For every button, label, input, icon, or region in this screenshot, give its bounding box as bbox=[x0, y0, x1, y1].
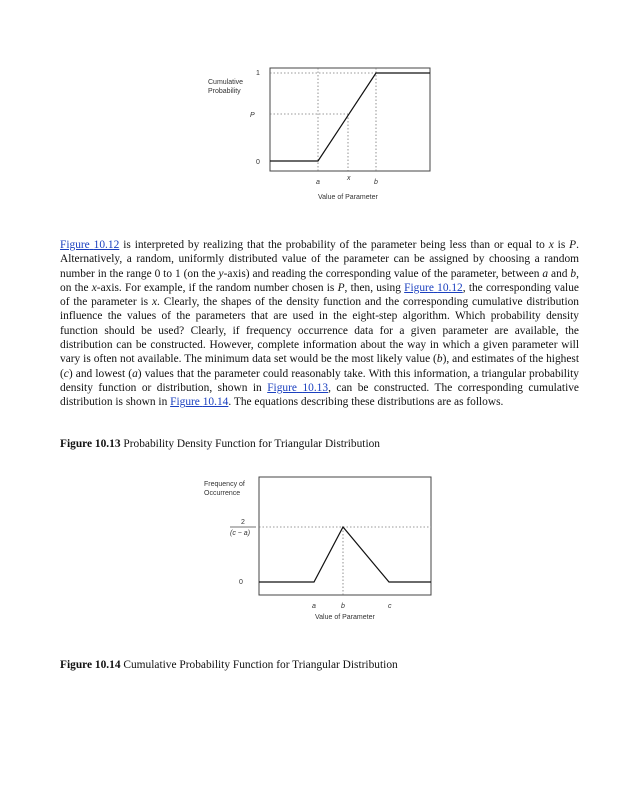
triangular-density-figure bbox=[0, 472, 635, 632]
caption-text: Probability Density Function for Triangular Distribution bbox=[120, 438, 380, 450]
text-run: ) values that the parameter could reasonably take. With this information, a triangular probability density function or distribution, shown in bbox=[60, 367, 579, 394]
figure-1013-link[interactable] bbox=[267, 382, 328, 394]
caption-text: Cumulative Probability Function for Triangular Distribution bbox=[120, 659, 398, 671]
text-run: , then, using bbox=[344, 281, 405, 294]
peak-denominator: (c − a) bbox=[230, 530, 251, 537]
var-c: c bbox=[63, 367, 69, 380]
x-axis-label: Value of Parameter bbox=[318, 194, 378, 201]
y-axis-label-line2: Probability bbox=[208, 88, 241, 95]
figure-word: Figure bbox=[170, 396, 200, 409]
text-run: -axis. For example, if the random number chosen is bbox=[96, 281, 338, 294]
body-paragraph bbox=[60, 238, 579, 410]
y-axis-label-line1: Frequency of bbox=[204, 481, 245, 488]
tick-a: a bbox=[316, 179, 320, 186]
figure-number: 10.12 bbox=[437, 281, 463, 294]
text-run: ), and estimates of the highest ( bbox=[60, 353, 580, 380]
figure-number: 10.14 bbox=[202, 396, 229, 409]
text-run: -axis) and reading the corresponding value of the parameter, between bbox=[223, 267, 543, 280]
var-y: y bbox=[218, 267, 224, 280]
var-p: P bbox=[337, 281, 345, 294]
text-run: , can be constructed. The corresponding cumulative distribution is shown in bbox=[60, 381, 579, 409]
cdf-line bbox=[270, 73, 430, 161]
y-axis-label-line2: Occurrence bbox=[204, 490, 241, 497]
text-run: . The equations describing these distributions are as follows. bbox=[228, 396, 504, 409]
var-x: x bbox=[91, 281, 97, 294]
text-run: . Clearly, the shapes of the density function and the corresponding cumulative distribution influence the values of the parameters that are used in the eight-step algorithm. Which probability density function should be used? Clearly, if frequency occurrence data for a given parameter are available, the distribution can be constructed. However, complete information about the way in which a given parameter will vary is often not available. The minimum data set would be the most likely value ( bbox=[60, 296, 579, 366]
text-run: , the corresponding value of the parameter is bbox=[60, 281, 579, 309]
caption-label: Figure 10.13 bbox=[60, 438, 121, 450]
peak-numerator: 2 bbox=[241, 519, 245, 526]
var-p: P bbox=[569, 239, 577, 251]
tick-b: b bbox=[341, 603, 345, 610]
tick-zero: 0 bbox=[256, 159, 260, 166]
y-axis-label-line1: Cumulative bbox=[208, 79, 244, 86]
tick-p: P bbox=[250, 112, 255, 119]
text-run: and bbox=[548, 267, 571, 280]
var-a: a bbox=[542, 267, 549, 280]
figure-word: Figure bbox=[267, 381, 297, 394]
text-run: is interpreted by realizing that the probability of the parameter being less than or equal to bbox=[119, 239, 549, 251]
figure-1012-link[interactable] bbox=[60, 239, 119, 251]
text-run: is bbox=[553, 239, 570, 251]
var-x: x bbox=[548, 239, 554, 251]
figure-1014-caption bbox=[60, 659, 398, 671]
text-run: ) and lowest ( bbox=[68, 367, 133, 380]
var-x: x bbox=[151, 296, 158, 309]
var-a: a bbox=[132, 367, 138, 380]
figure-word: Figure bbox=[404, 281, 434, 294]
plot-frame bbox=[270, 68, 430, 171]
figure-number: 10.12 bbox=[93, 239, 120, 251]
tick-b: b bbox=[374, 179, 378, 186]
var-b: b bbox=[570, 267, 577, 280]
var-b: b bbox=[436, 353, 443, 366]
figure-1013-caption bbox=[60, 438, 380, 450]
tick-one: 1 bbox=[256, 70, 260, 77]
tick-a: a bbox=[312, 603, 316, 610]
pdf-line bbox=[259, 527, 431, 582]
figure-1014-link[interactable] bbox=[170, 396, 228, 408]
text-run: , on the bbox=[60, 267, 579, 294]
x-axis-label: Value of Parameter bbox=[315, 614, 375, 621]
figure-word: Figure bbox=[60, 239, 90, 251]
plot-frame bbox=[259, 477, 431, 595]
tick-c: c bbox=[388, 603, 392, 610]
tick-zero: 0 bbox=[239, 579, 243, 586]
cumulative-probability-figure bbox=[0, 60, 635, 210]
figure-1012-link[interactable] bbox=[404, 282, 463, 294]
caption-label: Figure 10.14 bbox=[60, 659, 121, 671]
tick-x: x bbox=[347, 175, 351, 182]
text-run: . Alternatively, a random, uniformly distributed value of the parameter can be assigned by choosing a random number in the range 0 to 1 (on the bbox=[60, 239, 579, 280]
figure-number: 10.13 bbox=[302, 381, 329, 394]
